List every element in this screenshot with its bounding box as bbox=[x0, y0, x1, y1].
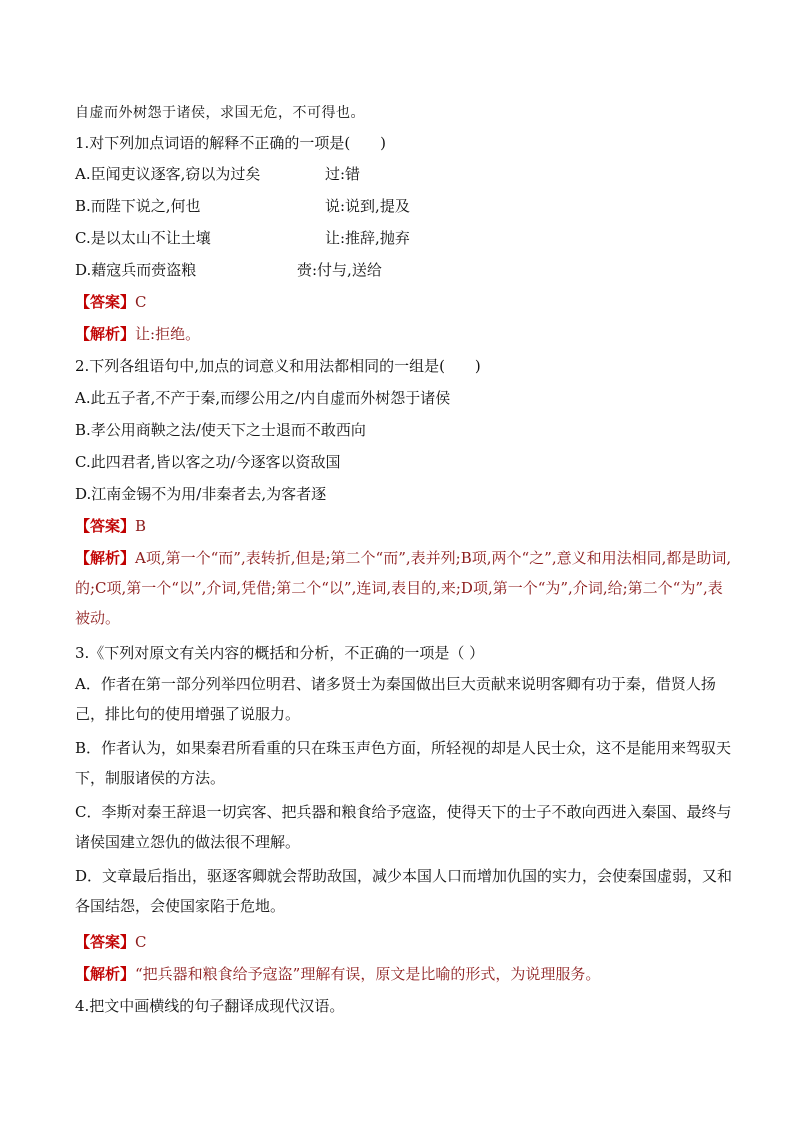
q1-answer bbox=[75, 292, 735, 312]
q2-question: 2.下列各组语句中,加点的词意义和用法都相同的一组是( ) bbox=[75, 357, 481, 375]
q3-answer-value: C bbox=[135, 933, 147, 951]
q2-analysis-text: A项,第一个“而”,表转折,但是;第二个“而”,表并列;B项,两个“之”,意义和用法相同,都是助词,的;C项,第一个“以”,介词,凭借;第二个“以”,连词,表目的,来;D项,第一个“为”,介词,给;第二个“为”,表被动。 bbox=[75, 549, 732, 627]
q3-option-a: A．作者在第一部分列举四位明君、诸多贤士为秦国做出巨大贡献来说明客卿有功于秦，借贤人扬己，排比句的使用增强了说服力。 bbox=[75, 675, 716, 723]
q1-option-b-gloss: 说:说到,提及 bbox=[325, 197, 410, 215]
q1-option-c-text: C.是以太山不让土壤 bbox=[75, 229, 211, 247]
q1-option-a bbox=[75, 164, 735, 184]
q1-answer-value: C bbox=[135, 293, 147, 311]
intro-sentence: 自虚而外树怨于诸侯，求国无危，不可得也。 bbox=[75, 105, 365, 121]
q2-option-d: D.江南金锡不为用/非秦者去,为客者逐 bbox=[75, 485, 327, 503]
q3-analysis-tag: 【解析】 bbox=[75, 965, 136, 983]
q1-option-a-text: A.臣闻吏议逐客,窃以为过矣 bbox=[75, 165, 261, 183]
q1-answer-tag: 【答案】 bbox=[75, 293, 136, 311]
q1-option-b bbox=[75, 196, 735, 216]
q4-question: 4.把文中画横线的句子翻译成现代汉语。 bbox=[75, 997, 345, 1015]
q2-option-b: B.孝公用商鞅之法/使天下之士退而不敢西向 bbox=[75, 421, 366, 439]
q1-option-c bbox=[75, 228, 735, 248]
q1-option-d bbox=[75, 260, 735, 280]
q1-option-d-text: D.藉寇兵而赍盗粮 bbox=[75, 261, 197, 279]
q3-analysis bbox=[75, 964, 735, 984]
q1-option-a-gloss: 过:错 bbox=[325, 165, 361, 183]
q2-answer-tag: 【答案】 bbox=[75, 517, 136, 535]
q2-analysis-tag: 【解析】 bbox=[75, 549, 136, 567]
q3-option-d: D．文章最后指出，驱逐客卿就会帮助敌国，减少本国人口而增加仇国的实力，会使秦国虚弱，又和各国结怨，会使国家陷于危地。 bbox=[75, 867, 733, 915]
q3-option-b: B．作者认为，如果秦君所看重的只在珠玉声色方面，所轻视的却是人民士众，这不是能用来驾驭天下，制服诸侯的方法。 bbox=[75, 739, 732, 787]
q2-answer bbox=[75, 516, 735, 536]
q1-analysis bbox=[75, 324, 735, 344]
q3-analysis-text: “把兵器和粮食给予寇盗”理解有误，原文是比喻的形式，为说理服务。 bbox=[135, 965, 601, 983]
q3-answer bbox=[75, 932, 735, 952]
q1-option-b-text: B.而陛下说之,何也 bbox=[75, 197, 201, 215]
q3-option-c: C．李斯对秦王辞退一切宾客、把兵器和粮食给予寇盗，使得天下的士子不敢向西进入秦国、最终与诸侯国建立怨仇的做法很不理解。 bbox=[75, 803, 732, 851]
q1-question: 1.对下列加点词语的解释不正确的一项是( ) bbox=[75, 134, 387, 152]
q2-option-a: A.此五子者,不产于秦,而缪公用之/内自虚而外树怨于诸侯 bbox=[75, 389, 451, 407]
q3-answer-tag: 【答案】 bbox=[75, 933, 136, 951]
q2-answer-value: B bbox=[135, 517, 147, 535]
q1-option-c-gloss: 让:推辞,抛弃 bbox=[325, 229, 410, 247]
q1-analysis-text: 让:拒绝。 bbox=[135, 325, 201, 343]
q3-question: 3.《下列对原文有关内容的概括和分析，不正确的一项是（ ） bbox=[75, 644, 485, 662]
q2-analysis bbox=[75, 543, 735, 633]
q1-option-d-gloss: 赍:付与,送给 bbox=[297, 261, 382, 279]
q2-option-c: C.此四君者,皆以客之功/今逐客以资敌国 bbox=[75, 453, 341, 471]
q1-analysis-tag: 【解析】 bbox=[75, 325, 136, 343]
